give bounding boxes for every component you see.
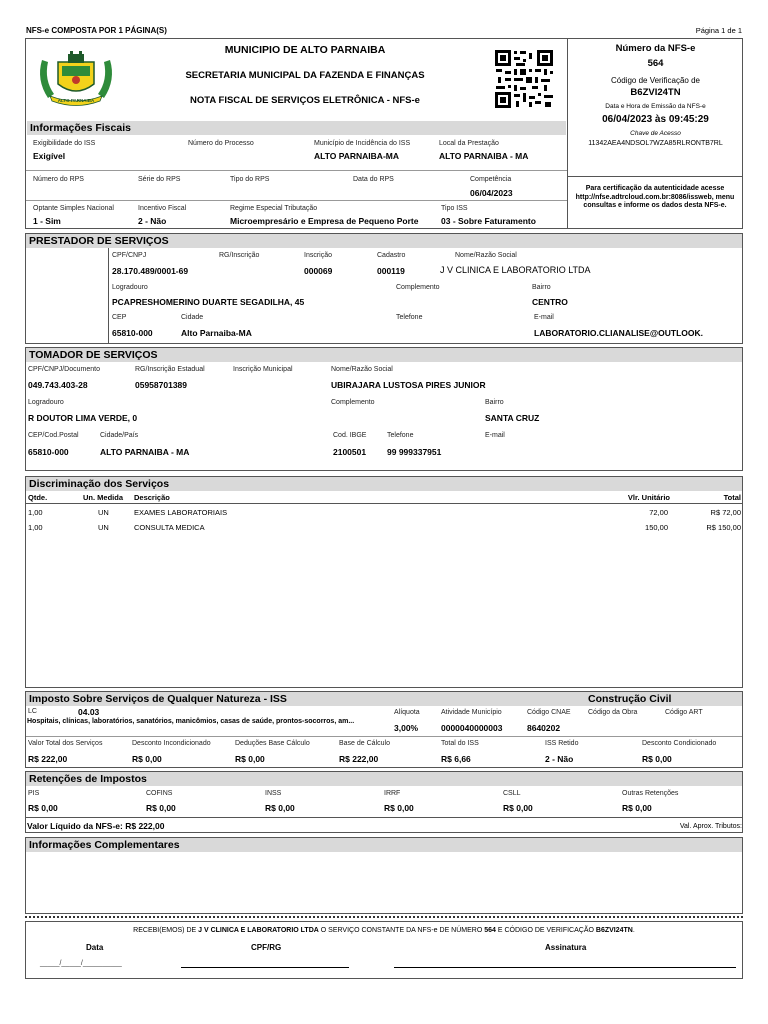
service-row-unit: UN — [98, 523, 109, 532]
irrf-value: R$ 0,00 — [384, 803, 414, 813]
secretariat-name: SECRETARIA MUNICIPAL DA FAZENDA E FINANÇAS — [185, 70, 425, 81]
iss-withheld: 2 - Não — [545, 754, 574, 764]
qr-code — [494, 49, 554, 109]
iss-municipality: ALTO PARNAIBA-MA — [314, 151, 399, 161]
iss-exigibility: Exigível — [33, 151, 66, 161]
other-withholdings-value: R$ 0,00 — [622, 803, 652, 813]
provider-address: PCAPRESHOMERINO DUARTE SEGADILHA, 45 — [112, 297, 305, 307]
emission-datetime: 06/04/2023 às 09:45:29 — [602, 114, 709, 125]
taker-address: R DOUTOR LIMA VERDE, 0 — [28, 413, 138, 423]
crest-ribbon-text: ALTO PARNAIBA — [57, 98, 95, 103]
service-row-description: CONSULTA MEDICA — [134, 523, 205, 532]
taker-cpf: 049.743.403-28 — [28, 380, 88, 390]
approx-taxes: Val. Aprox. Tributos: — [679, 823, 742, 830]
provider-heading: PRESTADOR DE SERVIÇOS — [26, 234, 742, 248]
simples-nacional: 1 - Sim — [33, 216, 61, 226]
taker-heading: TOMADOR DE SERVIÇOS — [26, 348, 742, 362]
provider-name: J V CLINICA E LABORATORIO LTDA — [440, 265, 591, 275]
provider-cnpj: 28.170.489/0001-69 — [112, 266, 189, 276]
taker-cep: 65810-000 — [28, 447, 69, 457]
complementary-heading: Informações Complementares — [26, 838, 742, 852]
page-number: Página 1 de 1 — [695, 26, 742, 35]
provider-city: Alto Parnaiba-MA — [181, 328, 252, 338]
access-key-label: Chave de Acesso — [630, 130, 681, 137]
civil-construction-heading: Construção Civil — [588, 693, 672, 705]
deductions: R$ 0,00 — [235, 754, 265, 764]
service-row-unit-price: 72,00 — [649, 508, 668, 517]
provider-cep: 65810-000 — [112, 328, 153, 338]
service-row-unit: UN — [98, 508, 109, 517]
receipt-cpf-line — [181, 967, 349, 968]
iss-heading: Imposto Sobre Serviços de Qualquer Natureza - ISS — [26, 692, 742, 706]
calculation-base: R$ 222,00 — [339, 754, 379, 764]
cnae-code: 8640202 — [527, 723, 561, 733]
taker-ibge: 2100501 — [333, 447, 367, 457]
cofins-value: R$ 0,00 — [146, 803, 176, 813]
services-box — [25, 476, 743, 688]
taker-state-registration: 05958701389 — [135, 380, 188, 390]
fiscal-incentive: 2 - Não — [138, 216, 167, 226]
net-value: Valor Líquido da NFS-e: R$ 222,00 — [27, 821, 165, 831]
service-row-unit-price: 150,00 — [645, 523, 668, 532]
provider-cadastre: 000119 — [377, 266, 405, 276]
unconditional-discount: R$ 0,00 — [132, 754, 162, 764]
municipal-crest — [34, 50, 118, 106]
receipt-date-label: Data — [86, 943, 104, 952]
service-location: ALTO PARNAIBA - MA — [439, 151, 529, 161]
service-row-qty: 1,00 — [28, 508, 43, 517]
provider-registration: 000069 — [304, 266, 333, 276]
access-key: 11342AEA4NDSOL7WZA85RLRONTB7RL — [588, 140, 723, 147]
total-iss: R$ 6,66 — [441, 754, 471, 764]
withholdings-heading: Retenções de Impostos — [26, 772, 742, 786]
tax-regime: Microempresário e Empresa de Pequeno Porte — [230, 216, 419, 226]
nfse-number-label: Número da NFS-e — [615, 43, 696, 54]
doc-pages-label: NFS-e COMPOSTA POR 1 PÁGINA(S) — [26, 26, 167, 35]
municipal-activity: 0000040000003 — [441, 723, 503, 733]
document-title: NOTA FISCAL DE SERVIÇOS ELETRÔNICA - NFS-e — [190, 95, 420, 106]
emission-label: Data e Hora de Emissão da NFS-e — [605, 103, 706, 110]
taker-city: ALTO PARNAIBA - MA — [100, 447, 190, 457]
csll-value: R$ 0,00 — [503, 803, 533, 813]
municipality-name: MUNICIPIO DE ALTO PARNAIBA — [224, 44, 386, 56]
receipt-cpf-label: CPF/RG — [251, 943, 282, 952]
receipt-signature-label: Assinatura — [545, 943, 587, 952]
taker-district: SANTA CRUZ — [485, 413, 540, 423]
taker-name: UBIRAJARA LUSTOSA PIRES JUNIOR — [331, 380, 486, 390]
service-row-description: EXAMES LABORATORIAIS — [134, 508, 228, 517]
verification-label: Código de Verificação de — [611, 76, 700, 85]
total-services-value: R$ 222,00 — [28, 754, 68, 764]
services-heading: Discriminação dos Serviços — [26, 477, 742, 491]
iss-type: 03 - Sobre Faturamento — [441, 216, 536, 226]
receipt-date-line: _____/_____/__________ — [40, 960, 122, 967]
inss-value: R$ 0,00 — [265, 803, 295, 813]
certification-note: Para certificação da autenticidade acesse http://nfse.adtrcloud.com.br:8086/issweb, menu consultas e informe os dados desta NFS-e. — [575, 185, 735, 209]
cut-line — [25, 916, 743, 918]
competence-date: 06/04/2023 — [470, 188, 513, 198]
provider-district: CENTRO — [532, 297, 568, 307]
taker-phone: 99 999337951 — [387, 447, 442, 457]
pis-value: R$ 0,00 — [28, 803, 58, 813]
nfse-number: 564 — [647, 58, 664, 69]
receipt-text: RECEBI(EMOS) DE J V CLINICA E LABORATORIO LTDA O SERVIÇO CONSTANTE DA NFS-e DE NÚMERO 564 E CÓDIGO DE VERIFICAÇÃO B6ZVI24TN. — [133, 927, 635, 934]
service-row-total: R$ 150,00 — [706, 523, 741, 532]
service-row-qty: 1,00 — [28, 523, 43, 532]
iss-rate: 3,00% — [394, 723, 419, 733]
conditional-discount: R$ 0,00 — [642, 754, 672, 764]
provider-email: LABORATORIO.CLIANALISE@OUTLOOK. — [534, 328, 703, 338]
lc-code: 04.03 — [78, 707, 100, 717]
receipt-signature-line — [394, 967, 736, 968]
service-row-total: R$ 72,00 — [710, 508, 741, 517]
lc-description: Hospitais, clínicas, laboratórios, sanatórios, manicômios, casas de saúde, prontos-socorros, am... — [27, 718, 355, 725]
fiscal-info-heading: Informações Fiscais — [27, 121, 566, 135]
verification-code: B6ZVI24TN — [630, 87, 681, 98]
